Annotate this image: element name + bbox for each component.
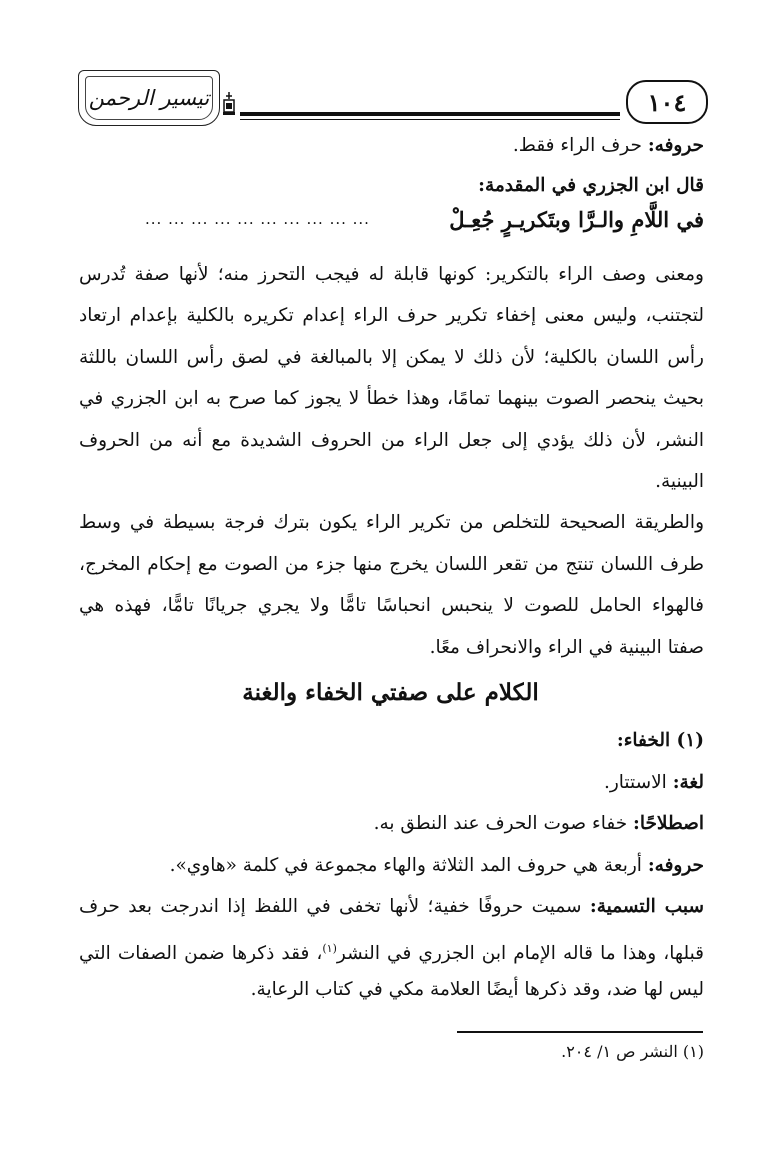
paragraph-line: النشر، لأن ذلك يؤدي إلى جعل الراء من الحروف الشديدة مع أنه من الحروف — [79, 430, 704, 451]
page-header — [78, 70, 708, 132]
footnote-divider — [457, 1031, 703, 1033]
paragraph-line: ومعنى وصف الراء بالتكرير: كونها قابلة له فيجب التحرز منه؛ لأنها صفة تُدرس — [79, 264, 704, 285]
definition-label: اصطلاحًا: — [633, 813, 704, 834]
poem-first-hemistich: في اللَّامِ والـرَّا وبتَكريـرٍ جُعِـلْ — [449, 207, 704, 232]
definition-text: خفاء صوت الحرف عند النطق به. — [373, 813, 628, 834]
definition-line — [79, 853, 704, 879]
paragraph-line: البينية. — [655, 471, 704, 492]
definition-text: أربعة هي حروف المد الثلاثة والهاء مجموعة في كلمة «هاوي». — [169, 855, 642, 876]
definition-text: سميت حروفًا خفية؛ لأنها تخفى في اللفظ إذا اندرجت بعد حرف — [79, 896, 582, 917]
definition-text: الاستتار. — [603, 772, 667, 793]
book-title: تيسير الرحمن — [88, 86, 210, 110]
quote-intro: قال ابن الجزري في المقدمة: — [478, 175, 704, 196]
header-rule-thick — [240, 112, 620, 116]
line-part: قبلها، وهذا ما قاله الإمام ابن الجزري في النشر — [336, 943, 704, 965]
section-heading: الكلام على صفتي الخفاء والغنة — [242, 679, 539, 706]
footnote: (١) النشر ص ١/ ٢٠٤. — [561, 1042, 704, 1061]
paragraph-line: رأس اللسان بالكلية؛ لأن ذلك لا يمكن إلا بالمبالغة في لصق رأس اللسان باللثة — [79, 347, 704, 368]
paragraph-line: والطريقة الصحيحة للتخلص من تكرير الراء يكون بترك فرجة بسيطة في وسط — [79, 512, 704, 533]
paragraph-line: طرف اللسان تنتج من تقعر اللسان يخرج منها جزء من الصوت مع إحكام المخرج، — [79, 554, 704, 575]
definition-line — [79, 770, 704, 796]
header-rule-thin — [240, 119, 620, 120]
book-title-ornament — [78, 70, 220, 126]
paragraph-line: صفتا البينية في الراء والانحراف معًا. — [429, 637, 704, 658]
paragraph-line: فالهواء الحامل للصوت لا ينحبس انحباسًا تامًّا ولا يجري جريانًا تامًّا، فهذه هي — [79, 595, 704, 616]
footnote-ref[interactable]: (١) — [322, 942, 337, 955]
page-number-text: ١٠٤ — [647, 87, 687, 117]
lamp-icon — [221, 90, 237, 116]
letters-line — [79, 133, 704, 159]
line-label: حروفه: — [647, 135, 704, 156]
definition-line — [79, 894, 704, 920]
page-number — [626, 80, 708, 124]
paragraph-line: ليس لها ضد، وقد ذكرها أيضًا العلامة مكي في كتاب الرعاية. — [250, 979, 704, 1000]
definition-label: سبب التسمية: — [589, 896, 704, 917]
definition-label: حروفه: — [647, 855, 704, 876]
line-text: حرف الراء فقط. — [512, 135, 642, 156]
poem-second-hemistich: ... ... ... ... ... ... ... ... ... ... — [145, 210, 370, 228]
paragraph-line — [79, 936, 704, 967]
paragraph-line: بحيث ينحصر الصوت بينهما تمامًا، وهذا خطأ لا يجوز كما صرح به ابن الجزري في — [79, 388, 704, 409]
paragraph-line: لتجتنب، وليس معنى إخفاء تكرير حرف الراء إعدام تكريره بالكلية بإعدام ارتعاد — [79, 305, 704, 326]
definition-line — [79, 811, 704, 837]
line-part: ، فقد ذكرها ضمن الصفات التي — [79, 943, 323, 965]
definition-label: لغة: — [672, 772, 704, 793]
subsection-heading: (١) الخفاء: — [616, 730, 704, 751]
